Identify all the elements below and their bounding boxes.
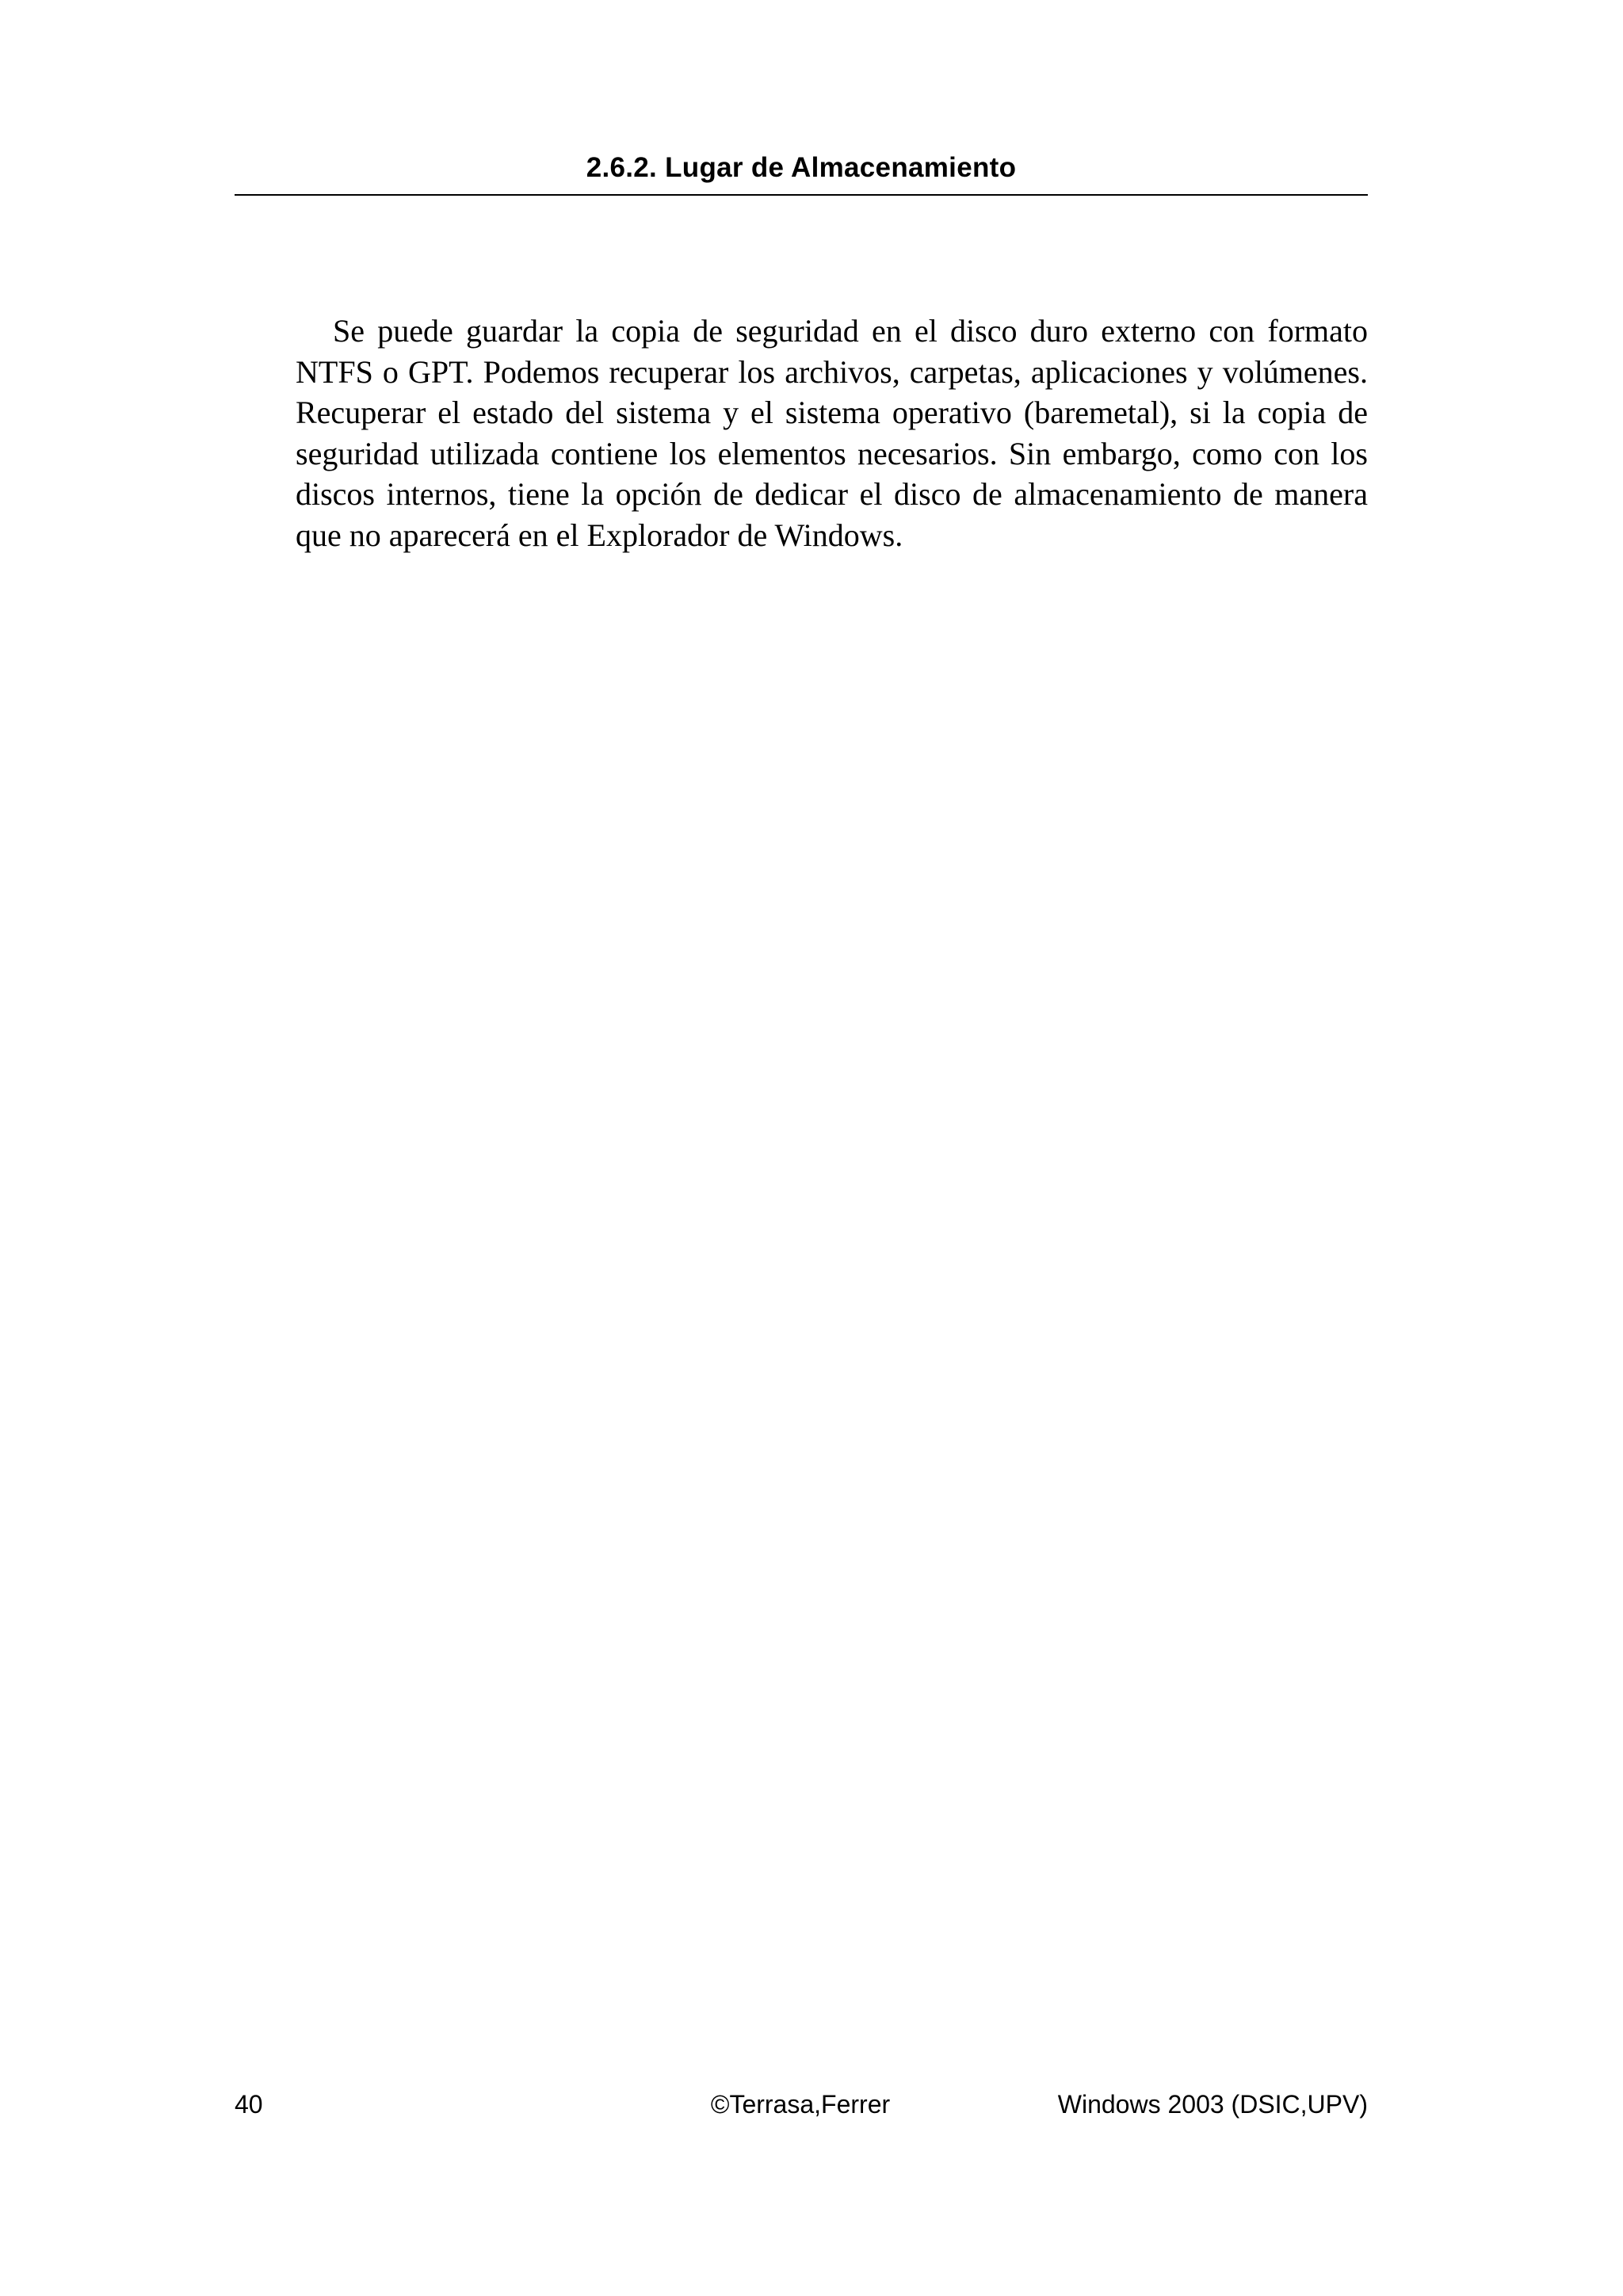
body-paragraph: Se puede guardar la copia de seguridad en el disco duro externo con formato NTFS o GPT. Podemos recuperar los archivos, carpetas, aplicaciones y volúmenes. Recuperar el estado del sistema y el sistema operativo (baremetal), si la copia de seguridad utilizada contiene los elementos necesarios. Sin embargo, como con los discos internos, tiene la opción de dedicar el disco de almacenamiento de manera que no aparecerá en el Explorador de Windows. <box>296 313 1368 553</box>
header-rule <box>235 194 1368 196</box>
footer-copyright: ©Terrasa,Ferrer <box>710 2090 891 2119</box>
section-title: 2.6.2. Lugar de Almacenamiento <box>586 152 1017 183</box>
page-number: 40 <box>235 2090 263 2119</box>
footer-book-title: Windows 2003 (DSIC,UPV) <box>1057 2090 1368 2119</box>
